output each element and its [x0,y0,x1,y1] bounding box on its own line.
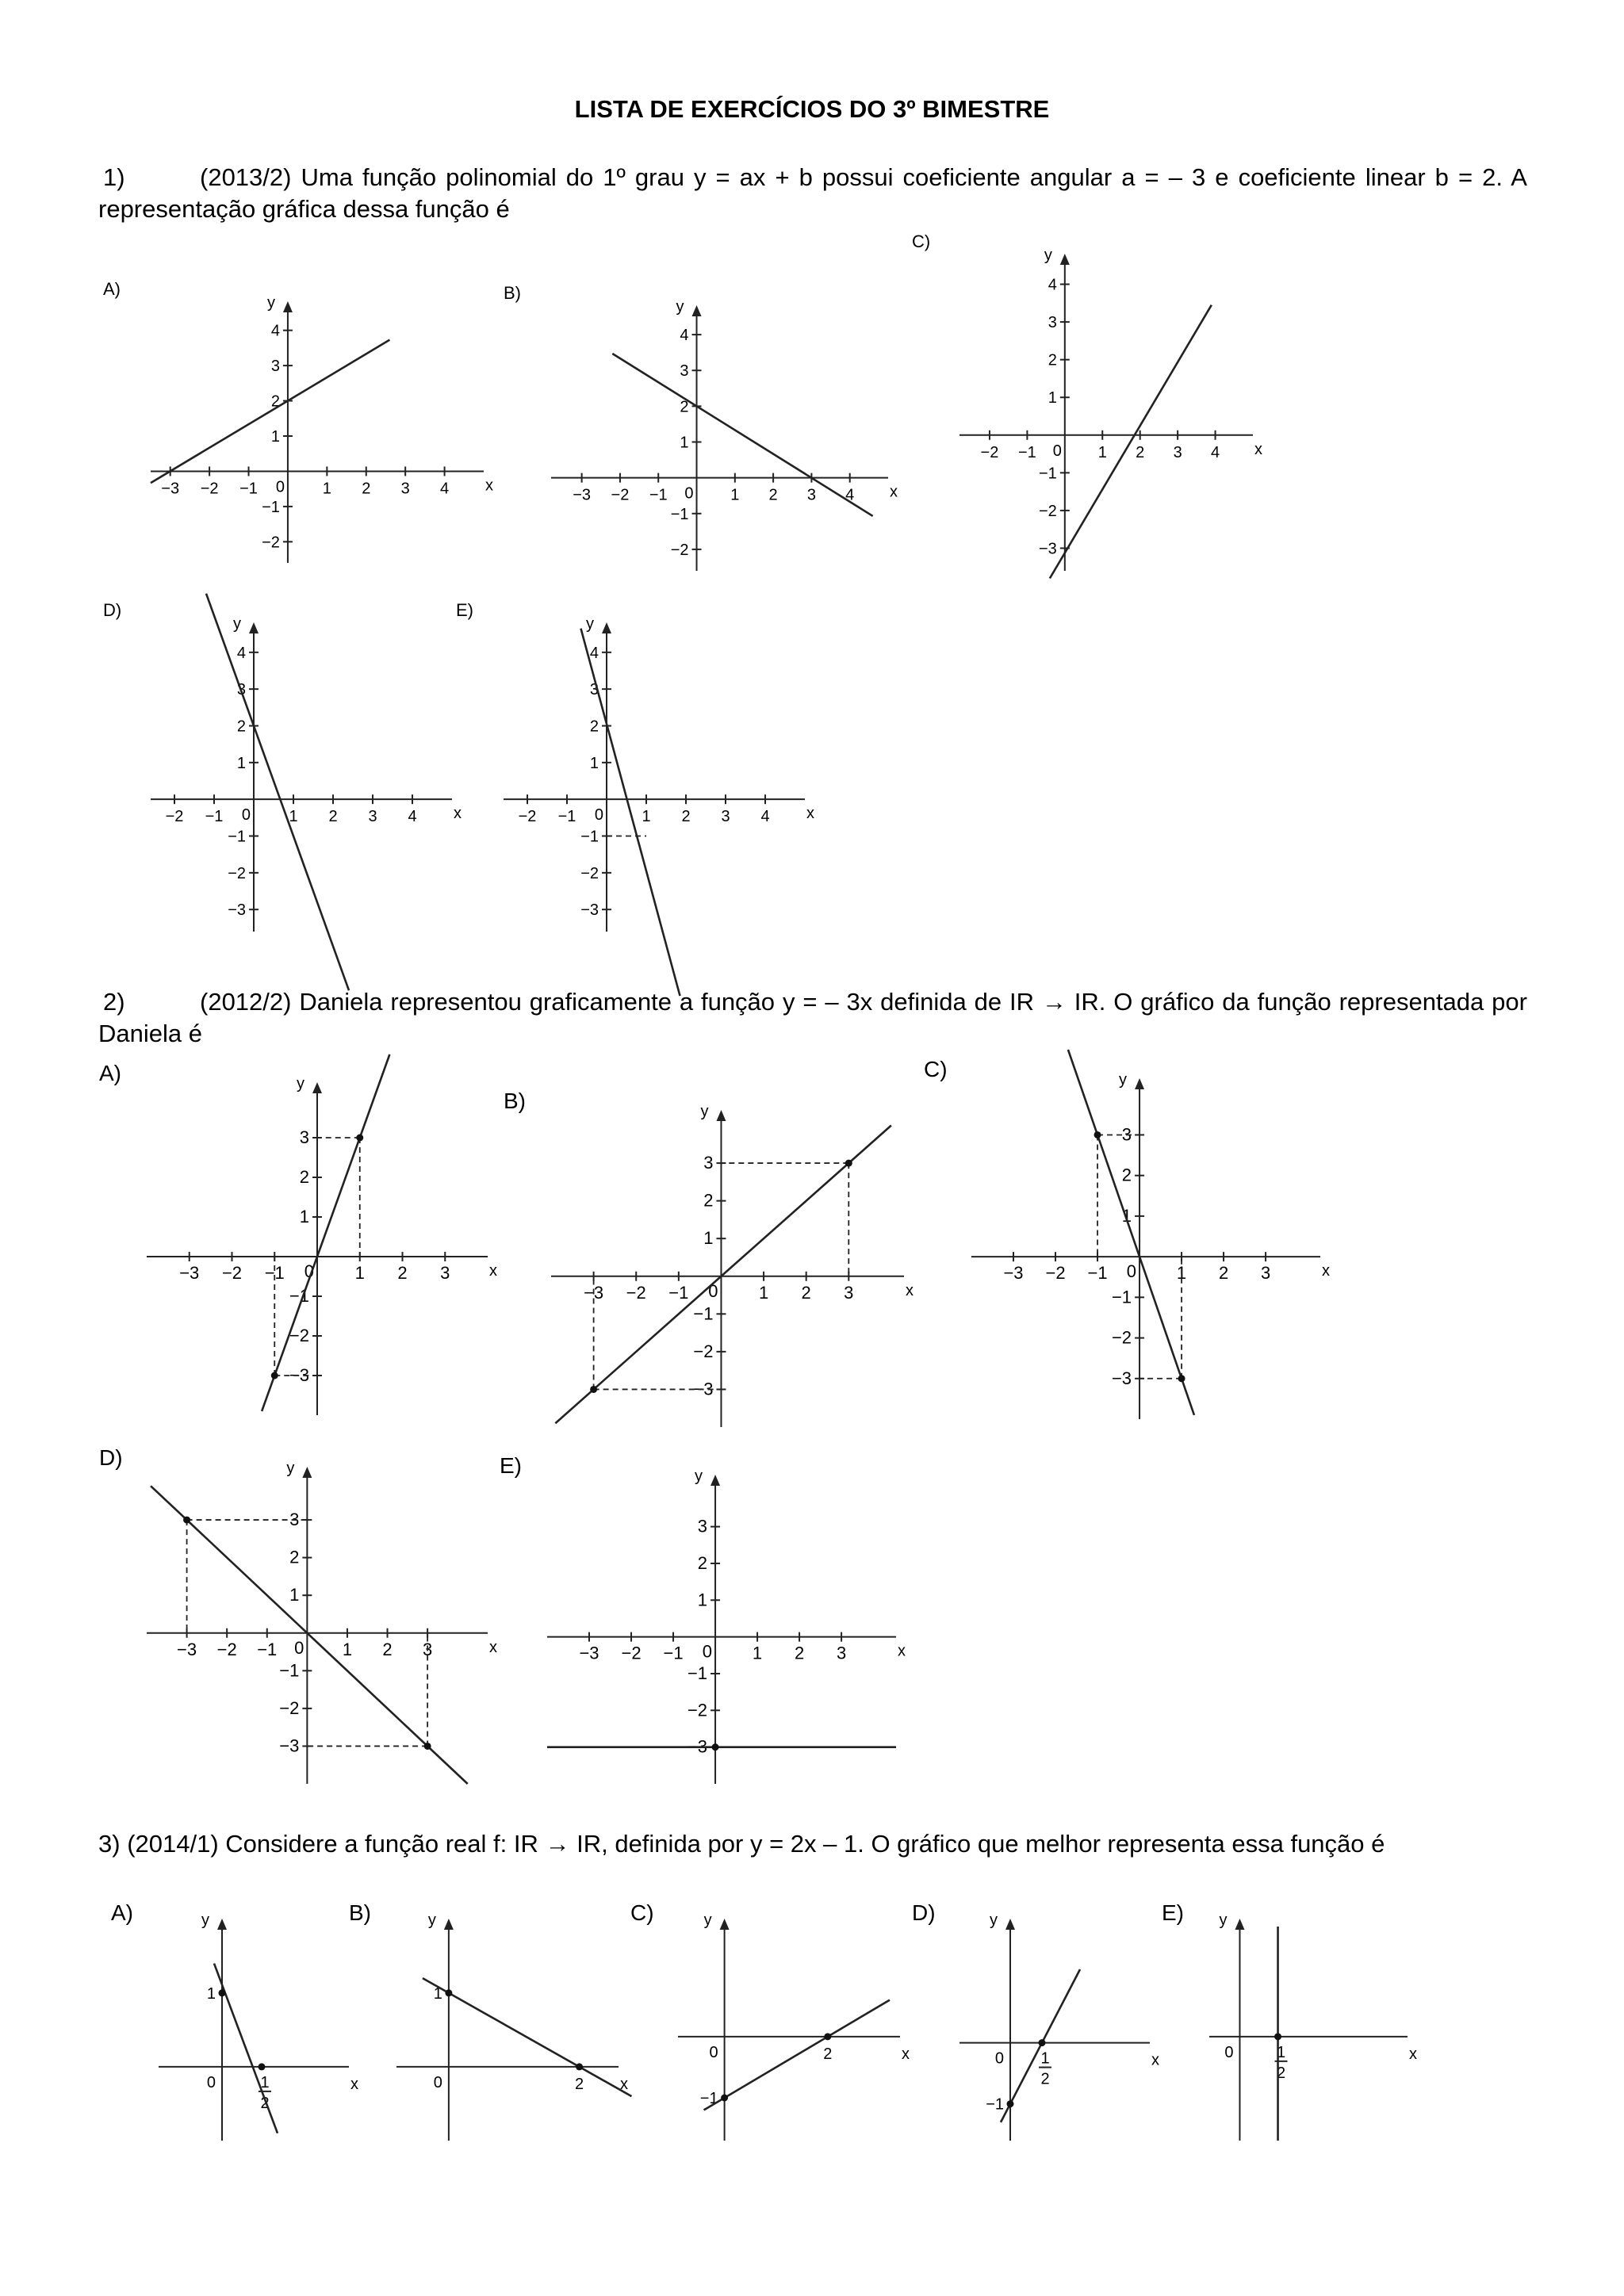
question-2 [98,986,1527,1050]
x-tick-label: −2 [621,1643,642,1663]
y-arrow [302,1467,312,1478]
x-tick-label: 3 [1260,1263,1271,1284]
x-axis-label: x [1254,440,1262,458]
y-tick-label: 2 [1048,351,1057,369]
x-tick-label: −3 [179,1263,200,1283]
y-arrow [444,1919,454,1930]
x-tick-label: −2 [165,808,184,826]
x-axis-label: x [1322,1262,1330,1280]
y-tick-label: 2 [697,1552,708,1573]
x-axis-label: x [454,805,462,823]
question-1-text: (2013/2) Uma função polinomial do 1º grau y = ax + b possui coeficiente angular a = – 3 e coeficiente linear b = 2. A representação gráfica dessa função é [98,163,1527,223]
y-axis-label: y [703,1911,712,1929]
x-axis-label: x [620,2075,628,2093]
x-tick-label: −2 [626,1282,646,1303]
x-axis-label: x [485,476,493,495]
q3-option-c-graph [630,1900,916,2156]
q3-option-e-graph [1162,1900,1423,2156]
x-tick-label: 3 [836,1643,847,1663]
y-axis-label: y [990,1911,998,1929]
y-tick-label: −2 [289,1326,309,1345]
y-tick-label: −1 [1039,465,1057,483]
x-axis-label: x [489,1638,497,1656]
question-3-number: 3) [98,1830,121,1858]
option-label: B) [349,1900,371,1925]
x-fraction-denominator: 2 [1276,2064,1286,2082]
q2-option-c-graph [924,1054,1336,1435]
x-tick-label: 4 [760,808,770,826]
y-tick-label: 3 [680,362,689,381]
y-tick-label: −2 [670,541,689,559]
origin-label: 0 [294,1637,304,1658]
y-tick-label: 1 [289,1585,300,1605]
x-tick-label: −1 [668,1282,689,1303]
x-tick-label: −2 [221,1263,243,1283]
y-tick-label: −2 [228,864,246,882]
x-tick-label: −1 [1087,1263,1108,1284]
y-tick-label: −3 [289,1365,309,1385]
y-axis-label: y [695,1468,703,1485]
x-tick-label: −2 [216,1639,237,1659]
x-tick-label: 3 [844,1282,854,1303]
x-tick-label: 3 [368,808,377,826]
x-tick-label: −2 [1045,1263,1066,1284]
x-tick-label: 2 [382,1639,393,1659]
y-tick-label: 1 [703,1228,714,1249]
y-tick-label: −2 [580,864,599,882]
y-tick-label: −1 [262,498,280,516]
y-tick-label: 2 [703,1190,714,1211]
origin-label: 0 [1224,2043,1234,2061]
marked-point [712,1743,719,1751]
y-tick-label: 1 [236,754,246,772]
question-3-statement [98,1828,1527,1860]
origin-label: 0 [275,478,285,496]
x-axis-label: x [1151,2051,1159,2069]
q2-option-b-graph [504,1086,920,1443]
x-tick-label: 1 [342,1639,353,1659]
x-axis-label: x [890,483,898,501]
x-tick-label: 1 [289,808,298,826]
marked-point [1007,2100,1014,2107]
y-tick-label: −3 [279,1735,300,1756]
y-tick-label: −1 [580,828,599,846]
x-tick-label: 3 [1173,443,1182,461]
option-label: D) [103,600,122,620]
x-tick-label: 2 [681,808,691,826]
q1-option-a-graph [103,277,500,579]
x-tick-label: 2 [768,486,778,504]
q3-option-d-graph [912,1900,1166,2156]
y-arrow [1135,1078,1144,1089]
x-tick-label: 2 [362,480,371,498]
y-axis-label: y [1219,1911,1228,1929]
y-tick-label: 2 [680,398,689,416]
x-fraction-numerator: 1 [1276,2043,1286,2061]
x-tick-label: 1 [642,808,651,826]
question-1 [98,162,1527,225]
x-tick-label: 3 [721,808,730,826]
marked-point [259,2063,266,2070]
x-point-label: 2 [823,2045,833,2063]
function-line [423,1978,632,2096]
y-axis-label: y [427,1911,436,1929]
x-axis-label: x [350,2075,358,2093]
x-tick-label: 2 [328,808,338,826]
y-tick-label: −2 [687,1700,708,1720]
x-point-label: 2 [575,2075,584,2093]
x-tick-label: 1 [758,1282,769,1303]
y-axis-label: y [700,1103,709,1120]
x-fraction-numerator: 1 [1040,2049,1050,2068]
y-arrow [1005,1919,1015,1930]
option-label: D) [912,1900,936,1925]
option-label: A) [99,1061,121,1085]
function-line [1050,305,1212,579]
x-axis-label: x [489,1262,497,1280]
marked-point [1178,1375,1185,1382]
x-fraction-denominator: 2 [260,2094,270,2112]
y-tick-label: 3 [299,1127,309,1147]
marked-point [424,1743,431,1750]
y-tick-label: 1 [697,1590,708,1610]
y-point-label: 1 [206,1984,216,2003]
y-tick-label: 2 [289,1547,300,1567]
x-tick-label: −3 [584,1282,604,1303]
x-tick-label: −2 [980,443,999,461]
function-line [214,1964,278,2133]
y-arrow [602,622,611,633]
question-3-text: (2014/1) Considere a função real f: IR → IR, definida por y = 2x – 1. O gráfico que melhor representa essa função é [127,1830,1385,1858]
origin-label: 0 [206,2073,216,2091]
option-label: B) [504,1089,526,1113]
x-tick-label: 2 [801,1282,811,1303]
y-tick-label: 1 [680,434,689,452]
x-tick-label: 2 [1136,443,1145,461]
y-arrow [1060,254,1070,265]
x-tick-label: −1 [557,808,576,826]
question-2-number: 2) [103,988,125,1016]
function-line [704,2000,890,2110]
marked-point [845,1160,852,1167]
x-axis-label: x [902,2045,910,2063]
y-tick-label: 2 [1121,1165,1132,1185]
x-tick-label: 2 [397,1263,408,1283]
x-tick-label: 2 [1218,1263,1229,1284]
option-label: A) [103,279,121,299]
q1-option-d-graph [103,599,468,947]
origin-label: 0 [304,1261,314,1281]
y-tick-label: −3 [228,901,246,920]
function-line [151,340,389,483]
x-tick-label: 3 [440,1263,450,1283]
option-label: B) [504,283,521,303]
marked-point [1039,2039,1046,2046]
x-tick-label: 4 [440,480,450,498]
x-tick-label: −1 [649,486,668,504]
y-axis-label: y [266,294,275,312]
function-line [555,1126,891,1424]
origin-label: 0 [709,2043,718,2061]
y-arrow [217,1919,227,1930]
origin-label: 0 [433,2073,442,2091]
y-axis-label: y [1044,247,1052,264]
y-tick-label: −1 [670,505,689,523]
q3-option-b-graph [349,1900,634,2156]
x-tick-label: 4 [408,808,417,826]
y-point-label: −1 [699,2090,718,2107]
y-axis-label: y [286,1460,295,1477]
y-tick-label: −1 [687,1663,708,1683]
marked-point [590,1386,597,1393]
option-label: D) [99,1445,123,1470]
y-arrow [716,1110,726,1121]
page-title: LISTA DE EXERCÍCIOS DO 3º BIMESTRE [574,95,1050,123]
x-tick-label: 3 [422,1639,433,1659]
origin-label: 0 [594,806,603,825]
y-tick-label: 4 [1048,276,1057,294]
x-fraction-denominator: 2 [1040,2070,1050,2088]
x-tick-label: 1 [730,486,740,504]
y-tick-label: −2 [1111,1327,1132,1348]
y-tick-label: 3 [270,358,280,376]
x-tick-label: 1 [752,1643,763,1663]
y-arrow [312,1082,322,1093]
marked-point [183,1517,190,1524]
marked-point [445,1989,452,1996]
x-tick-label: −3 [177,1639,197,1659]
y-tick-label: 2 [236,718,246,736]
x-tick-label: 1 [354,1263,365,1283]
y-tick-label: −2 [693,1341,714,1361]
origin-label: 0 [708,1280,718,1301]
x-tick-label: 1 [322,480,331,498]
x-axis-label: x [1409,2045,1417,2063]
y-tick-label: 3 [697,1516,708,1536]
question-1-number: 1) [103,163,125,191]
x-axis-label: x [898,1642,906,1660]
y-tick-label: 2 [299,1167,309,1187]
y-tick-label: −3 [1111,1368,1132,1388]
y-tick-label: 3 [1048,314,1057,332]
y-tick-label: 4 [589,644,599,662]
origin-label: 0 [1126,1261,1137,1282]
y-tick-label: 3 [1121,1124,1132,1145]
y-point-label: −1 [986,2095,1004,2114]
x-tick-label: −1 [239,480,258,498]
y-tick-label: −1 [1111,1287,1132,1307]
x-tick-label: −1 [264,1263,285,1283]
q2-option-e-graph [500,1451,912,1800]
y-tick-label: 3 [589,681,599,699]
y-tick-label: −1 [289,1286,309,1306]
x-tick-label: −3 [161,480,180,498]
x-tick-label: −2 [611,486,630,504]
marked-point [824,2033,831,2040]
y-tick-label: 2 [270,392,280,411]
y-tick-label: −3 [580,901,599,920]
y-arrow [249,622,259,633]
y-axis-label: y [297,1075,304,1093]
x-tick-label: 2 [794,1643,805,1663]
q1-option-b-graph [504,281,904,587]
x-tick-label: −2 [518,808,537,826]
y-tick-label: 3 [703,1153,714,1173]
y-arrow [720,1919,730,1930]
x-tick-label: −3 [573,486,592,504]
function-line [206,594,349,990]
function-line [151,1486,468,1784]
y-tick-label: −1 [228,828,246,846]
y-tick-label: 4 [270,322,280,340]
y-tick-label: −3 [693,1379,714,1399]
y-tick-label: −1 [693,1303,714,1324]
q2-option-a-graph [99,1058,504,1431]
x-tick-label: −1 [205,808,224,826]
marked-point [271,1372,278,1380]
y-tick-label: −2 [279,1697,300,1718]
x-tick-label: 3 [400,480,410,498]
y-arrow [710,1475,720,1486]
x-axis-label: x [906,1281,914,1299]
y-tick-label: 1 [1048,389,1057,408]
question-3 [98,1828,1527,1860]
y-arrow [283,301,293,312]
marked-point [219,1989,226,1996]
marked-point [1094,1131,1101,1138]
y-tick-label: 4 [680,327,689,345]
question-2-text: (2012/2) Daniela representou graficamente a função y = – 3x definida de IR → IR. O gráfico da função representada por Daniela é [98,988,1527,1047]
x-tick-label: 4 [1211,443,1220,461]
x-tick-label: 3 [806,486,816,504]
marked-point [721,2095,728,2102]
y-tick-label: 1 [589,754,599,772]
y-tick-label: 1 [270,428,280,446]
function-line [262,1054,389,1411]
q1-option-e-graph [456,599,821,947]
function-line [1068,1050,1194,1415]
option-label: C) [912,232,931,251]
y-tick-label: 1 [1121,1205,1132,1226]
q2-option-d-graph [99,1443,504,1800]
x-tick-label: −3 [1003,1263,1024,1284]
marked-point [576,2063,583,2070]
y-point-label: 1 [433,1984,442,2003]
x-tick-label: −1 [1017,443,1036,461]
y-tick-label: 2 [589,718,599,736]
y-tick-label: 1 [299,1207,309,1226]
origin-label: 0 [684,484,694,503]
option-label: E) [1162,1900,1184,1925]
y-axis-label: y [676,298,684,316]
question-1-statement [98,162,1527,225]
y-axis-label: y [1119,1071,1128,1089]
x-tick-label: 1 [1176,1263,1187,1284]
y-tick-label: 4 [236,644,246,662]
origin-label: 0 [702,1641,713,1662]
x-tick-label: −2 [200,480,219,498]
option-label: A) [111,1900,133,1925]
y-tick-label: 3 [236,681,246,699]
x-axis-label: x [806,805,814,823]
y-tick-label: −2 [1039,502,1057,520]
origin-label: 0 [241,806,251,825]
y-tick-label: −1 [279,1660,300,1681]
option-label: C) [924,1057,948,1081]
origin-label: 0 [1052,442,1062,460]
x-tick-label: −3 [579,1643,599,1663]
y-tick-label: 3 [289,1510,300,1530]
x-tick-label: 1 [1097,443,1107,461]
y-tick-label: −3 [687,1736,708,1757]
q3-option-a-graph [111,1900,365,2156]
marked-point [356,1135,363,1142]
origin-label: 0 [994,2049,1004,2068]
y-tick-label: −3 [1039,540,1057,558]
x-tick-label: 4 [845,486,855,504]
x-fraction-numerator: 1 [260,2073,270,2091]
y-axis-label: y [233,615,241,633]
y-arrow [692,305,702,316]
q1-option-c-graph [912,230,1269,587]
option-label: E) [500,1453,522,1478]
option-label: E) [456,600,473,620]
x-tick-label: −1 [257,1639,278,1659]
x-tick-label: −1 [663,1643,684,1663]
y-tick-label: −2 [262,534,280,552]
y-axis-label: y [586,615,594,633]
option-label: C) [630,1900,654,1925]
marked-point [1274,2033,1281,2040]
question-2-statement [98,986,1527,1050]
y-arrow [1235,1919,1244,1930]
y-axis-label: y [201,1911,209,1929]
